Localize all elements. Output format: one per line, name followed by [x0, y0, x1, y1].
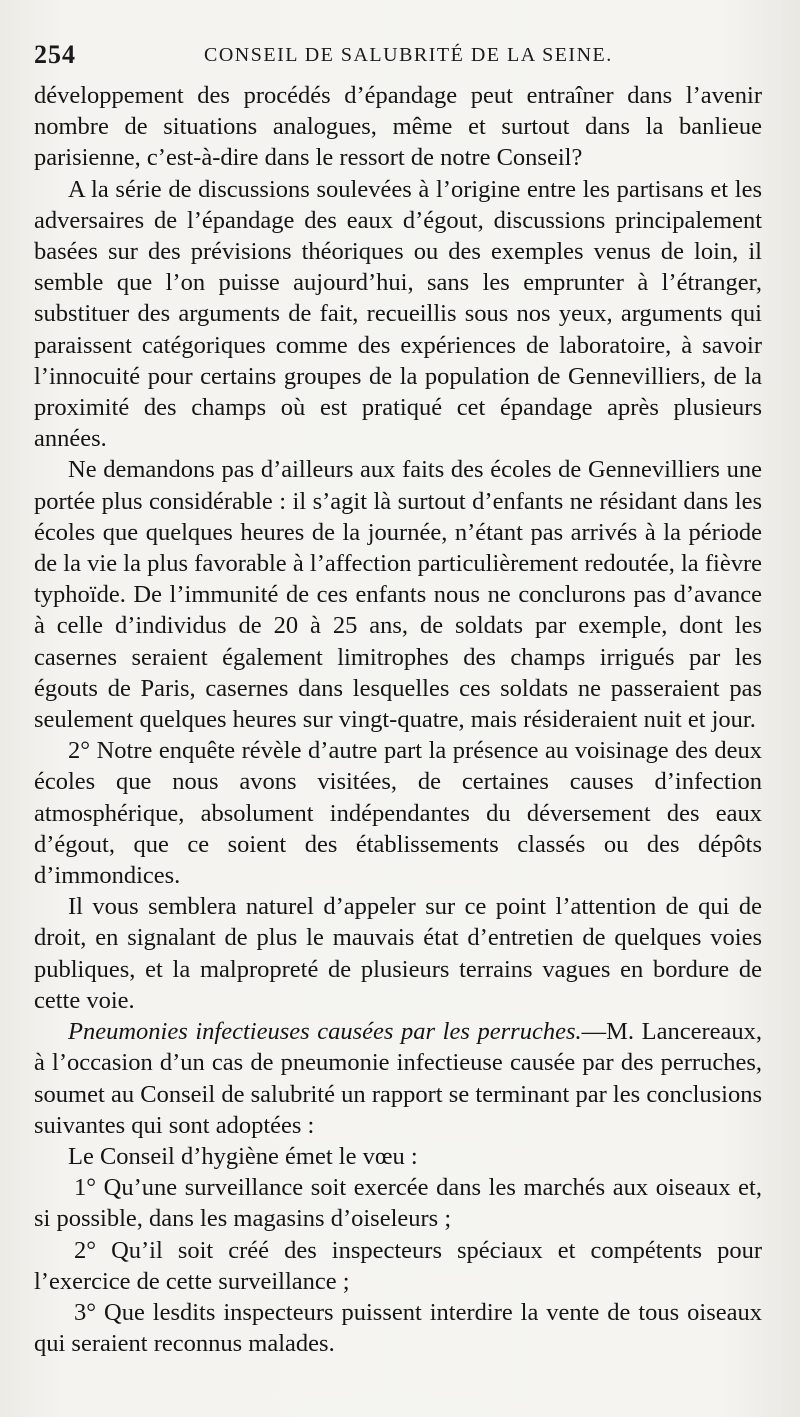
- running-head: CONSEIL DE SALUBRITÉ DE LA SEINE.: [204, 44, 613, 66]
- paragraph-gennevilliers-schools: Ne demandons pas d’ailleurs aux faits des écoles de Gennevilliers une portée plus considérable : il s’agit là surtout d’enfants ne résidant dans les écoles que quelques heures de la journée, n’étant pas arrivés à la période de la vie la plus favorable à l’affection particulièrement redoutée, la fièvre typhoïde. De l’immunité de ces enfants nous ne conclurons pas d’avance à celle d’individus de 20 à 25 ans, de soldats par exemple, dont les casernes seraient également limitrophes des champs irrigués par les égouts de Paris, casernes dans lesquelles ces soldats ne passeraient pas seulement quelques heures sur vingt-quatre, mais résideraient nuit et jour.: [34, 456, 762, 734]
- paragraph-pneumonies: [34, 1016, 762, 1141]
- body-text: [34, 80, 762, 1359]
- page-header: [34, 40, 774, 74]
- page-number: 254: [34, 40, 76, 69]
- paragraph-infection-causes: 2° Notre enquête révèle d’autre part la présence au voisinage des deux écoles que nous avons visitées, de certaines causes d’infection atmosphérique, absolument indépendantes du déversement des eaux d’égout, que ce soient des établissements classés ou des dépôts d’immondices.: [34, 737, 762, 890]
- paragraph-pneumonies-text: M. Lancereaux, à l’occasion d’un cas de pneumonie infectieuse causée par des perruches, soumet au Conseil de salubrité un rapport se terminant par les conclusions suivantes qui sont adoptées :: [34, 1018, 762, 1139]
- paragraph-public-roads: Il vous semblera naturel d’appeler sur ce point l’attention de qui de droit, en signalant de plus le mauvais état d’entretien de quelques voies publiques, et la malpropreté de plusieurs terrains vagues en bordure de cette voie.: [34, 893, 762, 1014]
- section-title-pneumonies: Pneumonies infectieuses causées par les perruches.: [68, 1018, 582, 1046]
- paragraph-voeu: Le Conseil d’hygiène émet le vœu :: [68, 1142, 418, 1170]
- list-item: 3° Que lesdits inspecteurs puissent interdire la vente de tous oiseaux qui seraient reconnus malades.: [34, 1298, 762, 1358]
- list-item: 2° Qu’il soit créé des inspecteurs spéciaux et compétents pour l’exercice de cette surveillance ;: [34, 1236, 762, 1295]
- em-dash: —: [581, 1018, 607, 1046]
- paragraph-continuation: développement des procédés d’épandage peut entraîner dans l’avenir nombre de situations analogues, même et surtout dans la banlieue parisienne, c’est-à-dire dans le ressort de notre Conseil?: [34, 82, 762, 172]
- paragraph-epandage-discussions: A la série de discussions soulevées à l’origine entre les partisans et les adversaires de l’épandage des eaux d’égout, discussions principalement basées sur des prévisions théoriques ou des exemples venus de loin, il semble que l’on puisse aujourd’hui, sans les emprunter à l’étranger, substituer des arguments de fait, recueillis sous nos yeux, arguments qui paraissent catégoriques comme des expériences de laboratoire, à savoir l’innocuité pour certains groupes de la population de Gennevilliers, de la proximité des champs où est pratiqué cet épandage après plusieurs années.: [34, 175, 762, 453]
- list-item: 1° Qu’une surveillance soit exercée dans les marchés aux oiseaux et, si possible, dans les magasins d’oiseleurs ;: [34, 1174, 762, 1233]
